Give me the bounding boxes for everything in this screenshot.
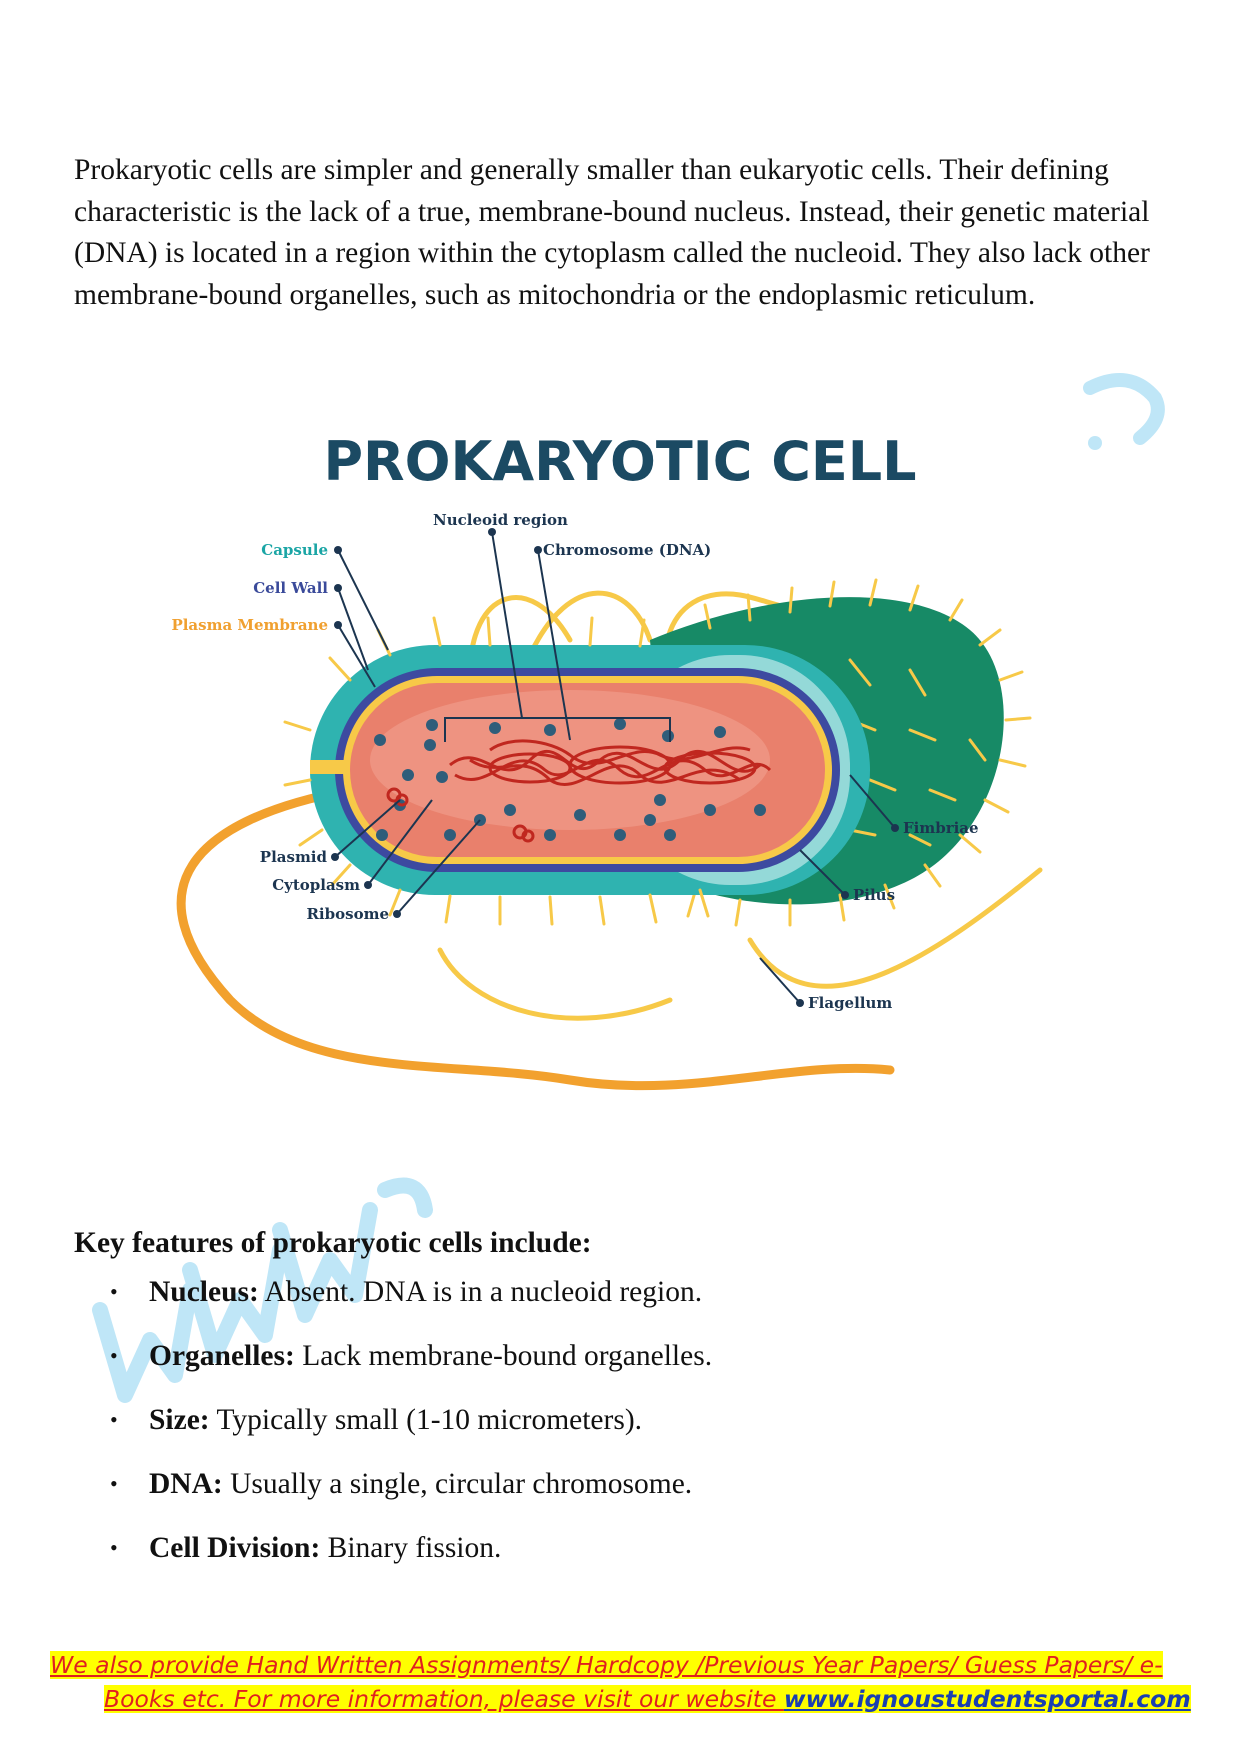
website-link[interactable]: www.ignoustudentsportal.com [783, 1685, 1191, 1713]
footer-line-2: Books etc. For more information, please visit our website [104, 1685, 784, 1713]
features-list [74, 1272, 1074, 1592]
features-heading: Key features of prokaryotic cells include: [74, 1227, 592, 1259]
footer-notice [50, 1648, 1191, 1716]
list-item: • Cell Division: Binary fission. [110, 1532, 502, 1564]
list-item: • Nucleus: Absent. DNA is in a nucleoid region. [110, 1276, 703, 1308]
list-item: • DNA: Usually a single, circular chromosome. [110, 1468, 693, 1500]
list-item: • Size: Typically small (1-10 micrometers). [110, 1404, 643, 1436]
label-cytoplasm: Cytoplasm [272, 876, 360, 894]
label-nucleoid-region: Nucleoid region [433, 511, 568, 529]
list-item: • Organelles: Lack membrane-bound organelles. [110, 1340, 713, 1372]
label-capsule: Capsule [261, 541, 328, 559]
prokaryotic-cell-diagram [150, 440, 1110, 1160]
label-pilus: Pilus [853, 886, 896, 904]
label-plasma-membrane: Plasma Membrane [171, 616, 328, 634]
label-cell-wall: Cell Wall [253, 579, 328, 597]
label-plasmid: Plasmid [259, 848, 327, 866]
label-flagellum: Flagellum [808, 994, 893, 1012]
label-ribosome: Ribosome [306, 905, 389, 923]
intro-paragraph: Prokaryotic cells are simpler and generally smaller than eukaryotic cells. Their defining characteristic is the lack of a true, membrane-bound nucleus. Instead, their genetic material (DNA) is located in a region within the cytoplasm called the nucleoid. They also lack other membrane-bound organelles, such as mitochondria or the endoplasmic reticulum. [74, 154, 1150, 311]
label-chromosome: Chromosome (DNA) [543, 541, 712, 559]
diagram-title: PROKARYOTIC CELL [323, 440, 917, 493]
footer-line-1: We also provide Hand Written Assignments/ Hardcopy /Previous Year Papers/ Guess Papers/ e- [50, 1651, 1163, 1679]
label-fimbriae: Fimbriae [903, 819, 979, 837]
